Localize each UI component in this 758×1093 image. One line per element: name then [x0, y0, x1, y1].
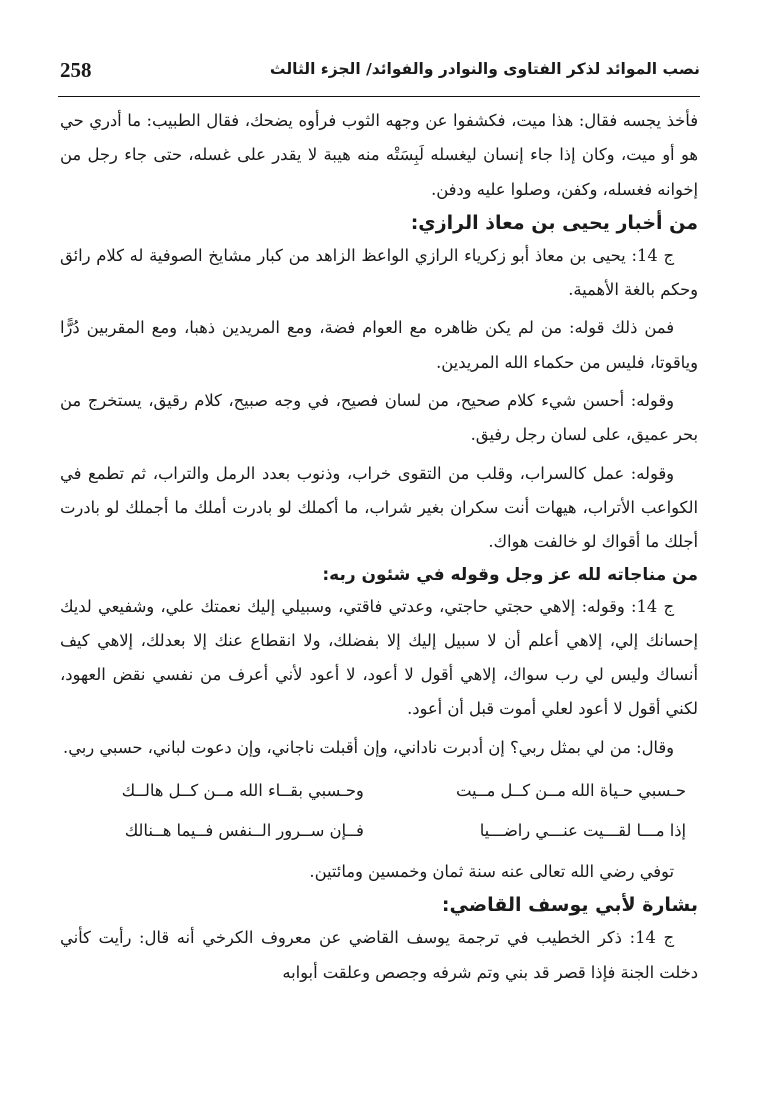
paragraph: فأخذ يجسه فقال: هذا ميت، فكشفوا عن وجهه الثوب فرأوه يضحك، فقال الطبيب: ما أدري حي هو أو ميت، وكان إذا جاء إنسان ليغسله لَبِسَتْه منه هيبة لا يقدر على غسله، حتى جاء رجل من إخوانه فغسله، وكفن، وصلوا عليه ودفن. [60, 111, 698, 199]
paragraph: وقوله: أحسن شيء كلام صحيح، من لسان فصيح، في وجه صبيح، كلام رقيق، يستخرج من بحر عميق، على لسان رجل رفيق. [60, 391, 698, 445]
page-number: 258 [60, 58, 92, 82]
section-heading: بشارة لأبي يوسف القاضي: [441, 894, 698, 917]
poem-hemistich: وحـسبي بقــاء الله مــن كــل هالــك [121, 781, 364, 801]
page-header [58, 56, 700, 97]
paragraph: ج 14: وقوله: إلاهي حجتي حاجتي، وعدتي فاقتي، وسبيلي إليك نعمتك علي، وشفيعي لديك إحسانك إلي، إلاهي أعلم أن لا سبيل إليك إلا بفضلك، ولا انقطاع عنك إلا بعدلك، إلاهي كيف أنساك وليس لي رب سواك، إلاهي أقول لا أعود، لا أعود لأني أعرف من نفسي نقض العهود، لكني أقول لا أعود لعلي أموت قبل أن أعود. [60, 596, 698, 719]
poem-hemistich: حـسبي حـياة الله مــن كــل مــيت [456, 781, 686, 801]
paragraph: ج 14: يحيى بن معاذ أبو زكرياء الرازي الواعظ الزاهد من كبار مشايخ الصوفية له كلام رائق وحكم بالغة الأهمية. [60, 245, 698, 300]
paragraph: فمن ذلك قوله: من لم يكن ظاهره مع العوام فضة، ومع المريدين ذهبا، ومع المقربين دُرًّا وياقوتا، فليس من حكماء الله المريدين. [60, 318, 698, 372]
paragraph: وقال: من لي بمثل ربي؟ إن أدبرت ناداني، وإن أقبلت ناجاني، وإن دعوت لباني، حسبي ربي. [63, 737, 674, 757]
section-heading: من مناجاته لله عز وجل وقوله في شئون ربه: [322, 564, 698, 585]
poem-verse [60, 811, 698, 851]
running-title: نصب الموائد لذكر الفتاوى والنوادر والفوائد/ الجزء الثالث [269, 60, 700, 78]
poem-verse [60, 771, 698, 811]
paragraph: ج 14: ذكر الخطيب في ترجمة يوسف القاضي عن معروف الكرخي أنه قال: رأيت كأني دخلت الجنة فإذا قصر قد بني وتم شرفه وجصص وعلقت أبوابه [60, 928, 698, 982]
page-body [60, 104, 698, 990]
poem-hemistich: فــإن ســرور الــنفس فــيما هــنالك [124, 821, 364, 841]
poem-hemistich: إذا مـــا لقـــيت عنـــي راضـــيا [479, 821, 686, 841]
paragraph: وقوله: عمل كالسراب، وقلب من التقوى خراب، وذنوب بعدد الرمل والتراب، ثم تطمع في الكواعب الأتراب، هيهات أنت سكران بغير شراب، ما أكملك لو بادرت أملك ما أجملك لو بادرت أجلك ما أقواك لو خالفت هواك. [60, 463, 698, 552]
section-heading: من أخبار يحيى بن معاذ الرازي: [410, 211, 698, 234]
poem [60, 771, 698, 851]
paragraph: توفي رضي الله تعالى عنه سنة ثمان وخمسين ومائتين. [309, 862, 674, 882]
